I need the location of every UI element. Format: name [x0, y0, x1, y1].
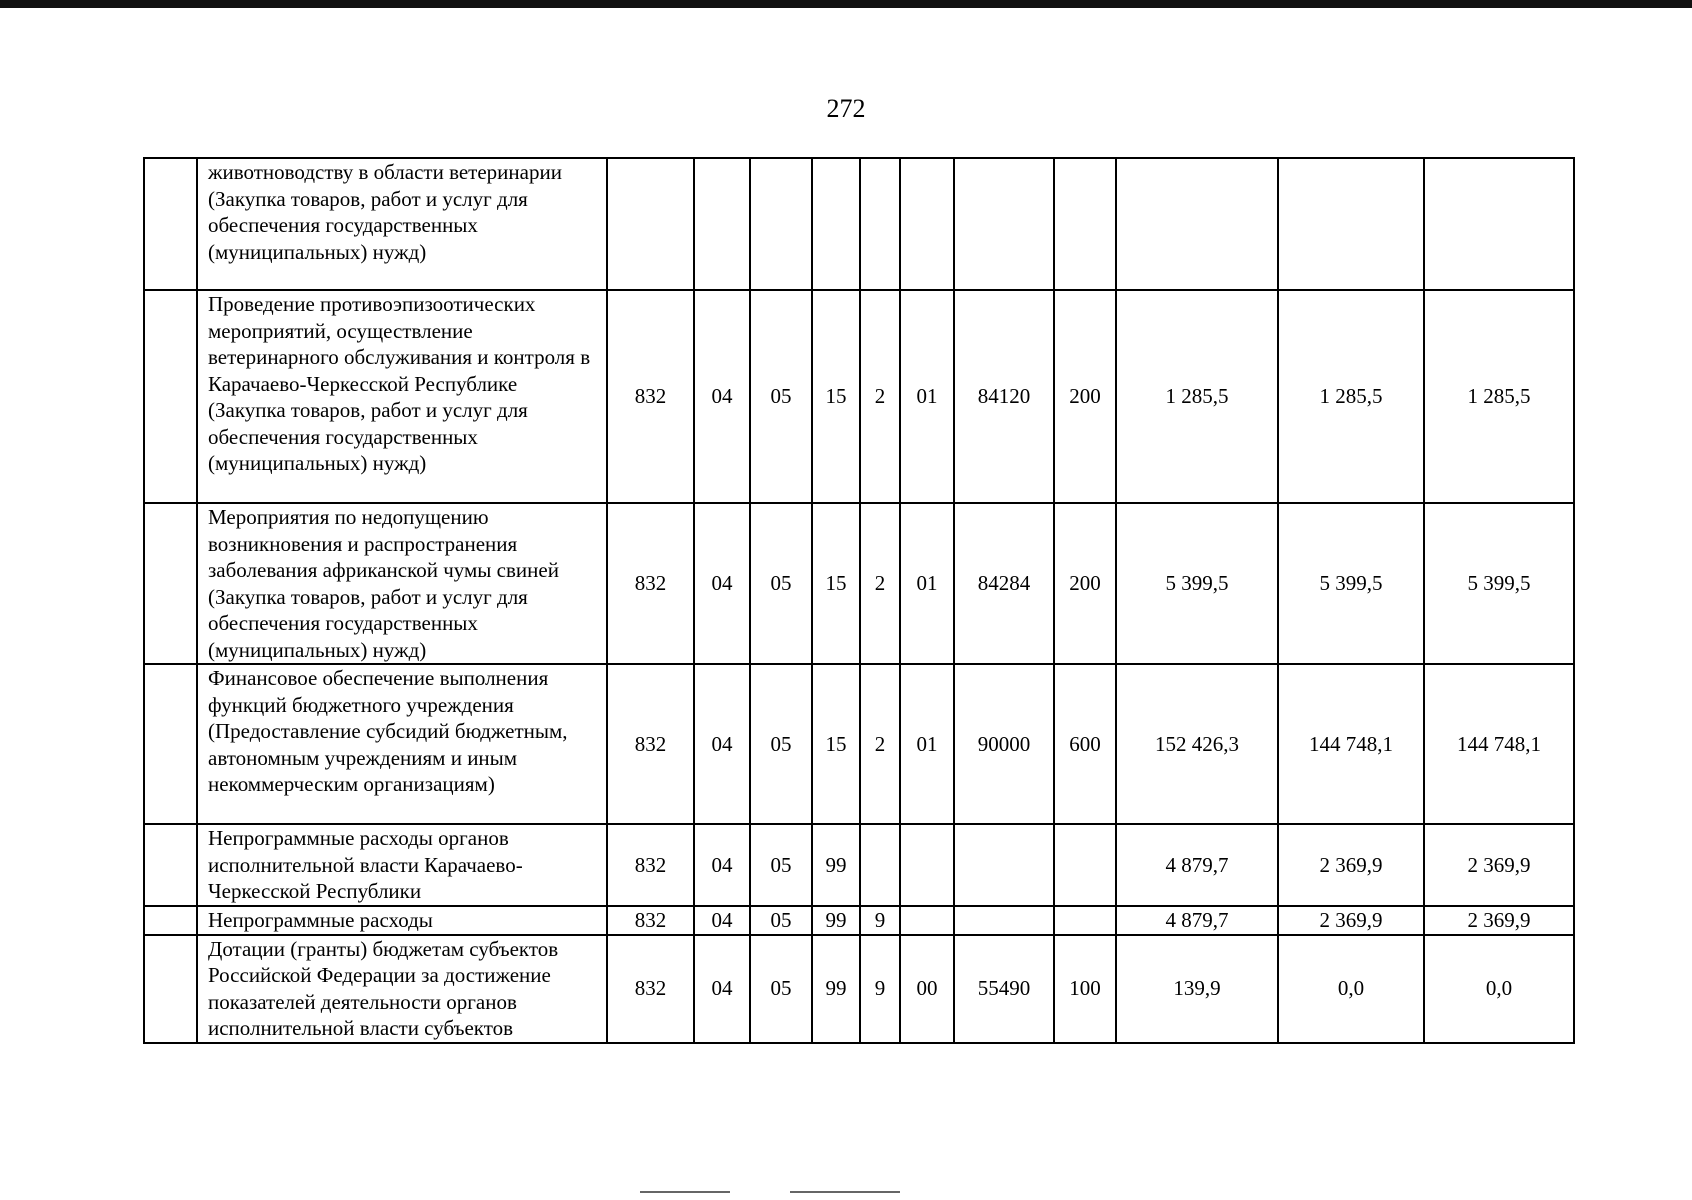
direction-code: 84120 [954, 290, 1054, 503]
amount-year-2: 1 285,5 [1278, 290, 1424, 503]
page-number: 272 [826, 94, 866, 123]
expense-type-code: 200 [1054, 503, 1116, 664]
direction-code [954, 824, 1054, 906]
expense-type-code: 200 [1054, 290, 1116, 503]
subprogram-code [860, 158, 900, 290]
row-index-cell [144, 824, 197, 906]
subprogram-code [860, 824, 900, 906]
activity-code [900, 824, 954, 906]
direction-code [954, 906, 1054, 935]
section-code: 04 [694, 290, 750, 503]
subsection-code: 05 [750, 290, 812, 503]
direction-code: 84284 [954, 503, 1054, 664]
amount-year-1: 4 879,7 [1116, 906, 1278, 935]
amount-year-1: 1 285,5 [1116, 290, 1278, 503]
program-code: 99 [812, 906, 860, 935]
ministry-code: 832 [607, 290, 694, 503]
subprogram-code: 9 [860, 906, 900, 935]
subsection-code: 05 [750, 906, 812, 935]
subsection-code [750, 158, 812, 290]
scan-artifact-mark [790, 1191, 900, 1193]
section-code: 04 [694, 935, 750, 1043]
expense-type-code: 100 [1054, 935, 1116, 1043]
subsection-code: 05 [750, 935, 812, 1043]
expense-type-code [1054, 824, 1116, 906]
program-code: 99 [812, 935, 860, 1043]
expense-type-code [1054, 906, 1116, 935]
ministry-code: 832 [607, 824, 694, 906]
table-row [144, 824, 1574, 906]
direction-code: 90000 [954, 664, 1054, 824]
expense-description: Дотации (гранты) бюджетам субъектов Российской Федерации за достижение показателей деятельности органов исполнительной власти субъектов [197, 935, 607, 1043]
row-index-cell [144, 906, 197, 935]
program-code: 15 [812, 503, 860, 664]
section-code: 04 [694, 503, 750, 664]
subprogram-code: 2 [860, 290, 900, 503]
amount-year-2: 2 369,9 [1278, 906, 1424, 935]
amount-year-2: 0,0 [1278, 935, 1424, 1043]
subprogram-code: 9 [860, 935, 900, 1043]
amount-year-1 [1116, 158, 1278, 290]
expense-description: Финансовое обеспечение выполнения функций бюджетного учреждения (Предоставление субсидий бюджетным, автономным учреждениям и иным некоммерческим организациям) [197, 664, 607, 824]
amount-year-3: 2 369,9 [1424, 906, 1574, 935]
amount-year-3: 5 399,5 [1424, 503, 1574, 664]
subsection-code: 05 [750, 664, 812, 824]
ministry-code: 832 [607, 503, 694, 664]
activity-code [900, 906, 954, 935]
section-code: 04 [694, 664, 750, 824]
activity-code [900, 158, 954, 290]
subsection-code: 05 [750, 503, 812, 664]
section-code: 04 [694, 906, 750, 935]
program-code: 99 [812, 824, 860, 906]
amount-year-1: 139,9 [1116, 935, 1278, 1043]
table-row [144, 935, 1574, 1043]
activity-code: 01 [900, 290, 954, 503]
row-index-cell [144, 158, 197, 290]
activity-code: 01 [900, 503, 954, 664]
expense-description: Мероприятия по недопущению возникновения и распространения заболевания африканской чумы свиней (Закупка товаров, работ и услуг для обеспечения государственных (муниципальных) нужд) [197, 503, 607, 664]
expense-type-code: 600 [1054, 664, 1116, 824]
amount-year-1: 152 426,3 [1116, 664, 1278, 824]
expense-description: Проведение противоэпизоотических мероприятий, осуществление ветеринарного обслуживания и контроля в Карачаево-Черкесской Республике (Закупка товаров, работ и услуг для обеспечения государственных (муниципальных) нужд) [197, 290, 607, 503]
subsection-code: 05 [750, 824, 812, 906]
activity-code: 01 [900, 664, 954, 824]
table-row [144, 664, 1574, 824]
ministry-code: 832 [607, 935, 694, 1043]
program-code: 15 [812, 290, 860, 503]
amount-year-3: 2 369,9 [1424, 824, 1574, 906]
top-border-rule [0, 0, 1692, 8]
amount-year-2 [1278, 158, 1424, 290]
section-code [694, 158, 750, 290]
ministry-code: 832 [607, 664, 694, 824]
table-row [144, 158, 1574, 290]
amount-year-3 [1424, 158, 1574, 290]
program-code: 15 [812, 664, 860, 824]
amount-year-3: 144 748,1 [1424, 664, 1574, 824]
amount-year-2: 144 748,1 [1278, 664, 1424, 824]
row-index-cell [144, 503, 197, 664]
expense-description: животноводству в области ветеринарии (Закупка товаров, работ и услуг для обеспечения государственных (муниципальных) нужд) [197, 158, 607, 290]
ministry-code: 832 [607, 906, 694, 935]
expense-description: Непрограммные расходы органов исполнительной власти Карачаево-Черкесской Республики [197, 824, 607, 906]
subprogram-code: 2 [860, 503, 900, 664]
table-row [144, 503, 1574, 664]
row-index-cell [144, 290, 197, 503]
amount-year-1: 4 879,7 [1116, 824, 1278, 906]
amount-year-3: 1 285,5 [1424, 290, 1574, 503]
row-index-cell [144, 664, 197, 824]
amount-year-2: 5 399,5 [1278, 503, 1424, 664]
program-code [812, 158, 860, 290]
subprogram-code: 2 [860, 664, 900, 824]
section-code: 04 [694, 824, 750, 906]
direction-code [954, 158, 1054, 290]
expense-type-code [1054, 158, 1116, 290]
activity-code: 00 [900, 935, 954, 1043]
table-row [144, 290, 1574, 503]
row-index-cell [144, 935, 197, 1043]
direction-code: 55490 [954, 935, 1054, 1043]
ministry-code [607, 158, 694, 290]
amount-year-3: 0,0 [1424, 935, 1574, 1043]
amount-year-1: 5 399,5 [1116, 503, 1278, 664]
budget-table [143, 157, 1575, 1044]
expense-description: Непрограммные расходы [197, 906, 607, 935]
table-row [144, 906, 1574, 935]
scan-artifact-mark [640, 1191, 730, 1193]
amount-year-2: 2 369,9 [1278, 824, 1424, 906]
